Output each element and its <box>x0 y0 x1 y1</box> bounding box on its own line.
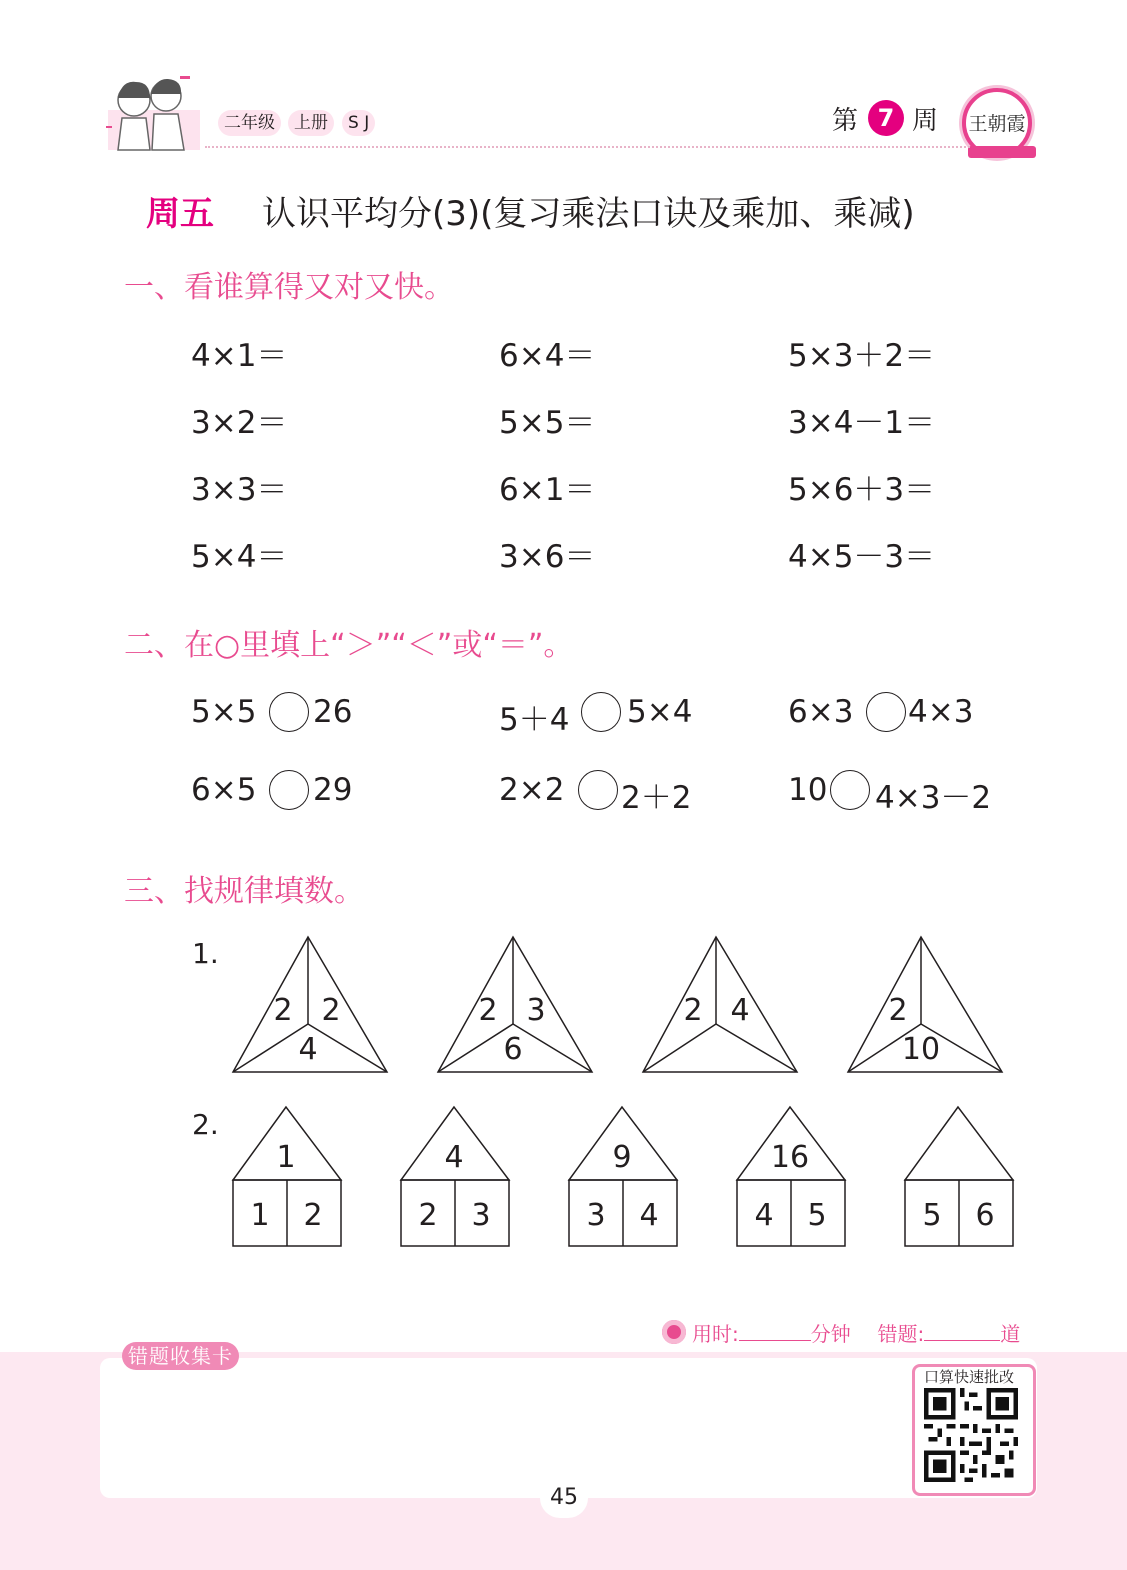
house-right-number: 5 <box>807 1198 827 1233</box>
number-triangle <box>845 934 1005 1076</box>
question-1-label: 1. <box>192 937 219 970</box>
compare-circle-blank[interactable] <box>269 770 309 810</box>
house-left-number: 5 <box>922 1198 942 1233</box>
equation: 3×4－1＝ <box>788 405 936 441</box>
time-label: 用时: <box>692 1322 739 1346</box>
time-unit: 分钟 <box>810 1322 851 1346</box>
equation: 5×4＝ <box>191 539 288 575</box>
compare-left: 2×2 <box>499 772 565 808</box>
number-house <box>734 1104 848 1250</box>
section-2-heading: 二、在○里填上“＞”“＜”或“＝”。 <box>124 628 574 663</box>
house-roof-number: 4 <box>444 1140 464 1175</box>
number-house <box>398 1104 512 1250</box>
error-blank[interactable] <box>924 1320 1000 1341</box>
mistake-card-box <box>100 1358 1037 1498</box>
brand-logo-banner <box>968 146 1036 158</box>
section-1-heading: 一、看谁算得又对又快。 <box>124 270 454 305</box>
equation: 4×1＝ <box>191 338 288 374</box>
qr-code-icon[interactable] <box>922 1388 1020 1482</box>
number-triangle <box>230 934 390 1076</box>
number-triangle <box>640 934 800 1076</box>
edition-label: S J <box>342 110 375 136</box>
number-house <box>230 1104 344 1250</box>
equation: 6×1＝ <box>499 472 596 508</box>
compare-right: 29 <box>313 772 353 808</box>
compare-right: 4×3－2 <box>875 780 992 816</box>
error-label: 错题: <box>877 1322 925 1346</box>
compare-circle-blank[interactable] <box>269 692 309 732</box>
section-3-heading: 三、找规律填数。 <box>124 874 364 909</box>
compare-left: 6×5 <box>191 772 257 808</box>
equation: 5×3＋2＝ <box>788 338 936 374</box>
week-number-badge: 7 <box>868 100 904 136</box>
triangle-left-number: 2 <box>888 993 908 1028</box>
lesson-title: 认识平均分(3)(复习乘法口诀及乘加、乘减) <box>262 194 915 234</box>
day-title: 周五 <box>146 194 214 234</box>
grade-label: 二年级 <box>218 110 281 136</box>
page-number: 45 <box>540 1478 588 1518</box>
equation: 3×6＝ <box>499 539 596 575</box>
equation: 5×6＋3＝ <box>788 472 936 508</box>
house-roof-number: 1 <box>276 1140 296 1175</box>
triangle-bottom-number: 6 <box>503 1032 523 1067</box>
number-triangle <box>435 934 595 1076</box>
triangle-left-number: 2 <box>683 993 703 1028</box>
number-house <box>566 1104 680 1250</box>
week-suffix: 周 <box>912 106 939 136</box>
stopwatch-icon <box>662 1320 686 1344</box>
header-divider <box>205 146 970 148</box>
house-left-number: 3 <box>586 1198 606 1233</box>
time-blank[interactable] <box>739 1320 811 1341</box>
error-unit: 道 <box>1000 1322 1021 1346</box>
triangle-bottom-number: 4 <box>298 1032 318 1067</box>
compare-circle-blank[interactable] <box>578 770 618 810</box>
house-right-number: 4 <box>639 1198 659 1233</box>
compare-right: 4×3 <box>908 694 974 730</box>
triangle-right-number: 2 <box>321 993 341 1028</box>
triangle-left-number: 2 <box>273 993 293 1028</box>
triangle-left-number: 2 <box>478 993 498 1028</box>
equation: 3×3＝ <box>191 472 288 508</box>
compare-left: 6×3 <box>788 694 854 730</box>
compare-right: 26 <box>313 694 353 730</box>
question-2-label: 2. <box>192 1108 219 1141</box>
mistake-card-title: 错题收集卡 <box>122 1342 239 1370</box>
house-roof-number: 9 <box>612 1140 632 1175</box>
qr-caption: 口算快速批改 <box>924 1368 1015 1386</box>
compare-circle-blank[interactable] <box>830 770 870 810</box>
time-tracker <box>692 1318 1020 1347</box>
equation: 4×5－3＝ <box>788 539 936 575</box>
kids-illustration <box>104 70 204 156</box>
number-house <box>902 1104 1016 1250</box>
triangle-bottom-number: 10 <box>901 1032 941 1067</box>
house-roof-number: 16 <box>770 1140 810 1175</box>
house-left-number: 1 <box>250 1198 270 1233</box>
house-left-number: 4 <box>754 1198 774 1233</box>
equation: 3×2＝ <box>191 405 288 441</box>
house-right-number: 6 <box>975 1198 995 1233</box>
compare-circle-blank[interactable] <box>866 692 906 732</box>
volume-label: 上册 <box>288 110 334 136</box>
triangle-right-number: 4 <box>730 993 750 1028</box>
compare-right: 5×4 <box>627 694 693 730</box>
house-right-number: 2 <box>303 1198 323 1233</box>
compare-circle-blank[interactable] <box>581 692 621 732</box>
house-left-number: 2 <box>418 1198 438 1233</box>
equation: 6×4＝ <box>499 338 596 374</box>
house-right-number: 3 <box>471 1198 491 1233</box>
triangle-right-number: 3 <box>526 993 546 1028</box>
compare-right: 2＋2 <box>621 780 692 816</box>
compare-left: 10 <box>788 772 828 808</box>
brand-logo: 王朝霞 <box>962 88 1032 158</box>
week-prefix: 第 <box>832 106 859 136</box>
equation: 5×5＝ <box>499 405 596 441</box>
compare-left: 5＋4 <box>499 702 570 738</box>
compare-left: 5×5 <box>191 694 257 730</box>
